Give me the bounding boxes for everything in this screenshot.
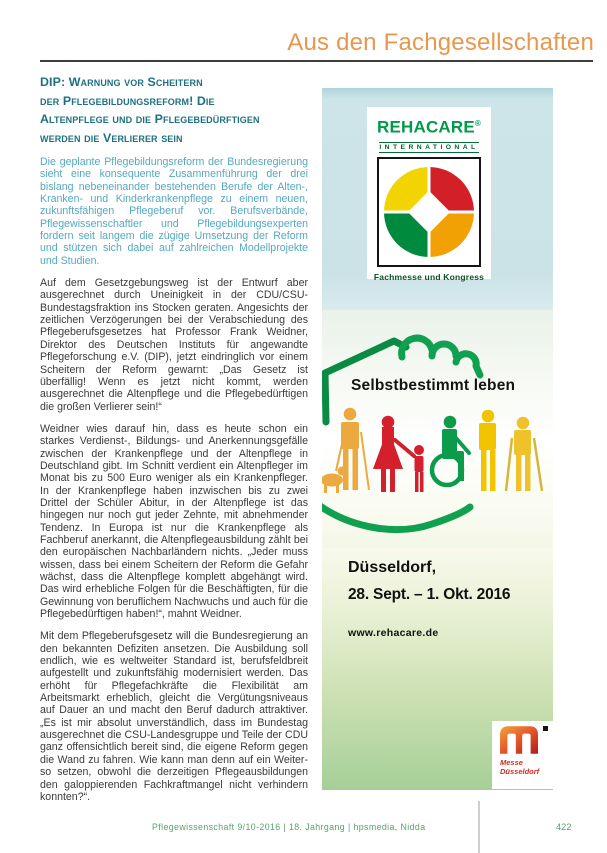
international-label: INTERNATIONAL: [379, 143, 479, 151]
messe-label-line: Messe: [500, 758, 523, 767]
ad-dates: 28. Sept. – 1. Okt. 2016: [348, 586, 511, 603]
messe-label-line: Düsseldorf: [500, 766, 540, 776]
messe-m-glyph: [500, 726, 538, 754]
ad-url: www.rehacare.de: [348, 627, 439, 639]
article-title-line: DIP: Warnung vor Scheitern: [40, 75, 203, 89]
woman-figure: [373, 416, 414, 492]
footer-journal-line: Pflegewissenschaft 9/10-2016 | 18. Jahrgang | hpsmedia, Nidda: [152, 822, 426, 832]
article-title: [40, 73, 308, 147]
guide-dog-figure: [322, 467, 347, 494]
ad-middle-section: [322, 310, 553, 548]
ad-city: Düsseldorf,: [348, 559, 437, 576]
registered-mark: ®: [474, 119, 482, 128]
logo-center-star: [408, 190, 450, 232]
person-figure: [479, 410, 496, 491]
article-paragraph: Weidner wies darauf hin, dass es heute schon ein starkes Verdienst-, Bildungs- und Anerkennungsgefälle zwischen der Krankenpflege und der Altenpflege in Deutschland gibt. Im Schnitt verdient ein Altenpfleger im Monat bis zu 500 Euro weniger als ein Krankenpfleger. In der Krankenpflege haben inzwischen bis zu zwei Drittel der Schüler Abitur, in der Altenpflege ist das hingegen nur noch gut jeder Zehnte, mit abnehmender Tendenz. In Europa ist nur die Krankenpflege als Fachberuf anerkannt, die Altenpflegeausbildung zählt bei den europäischen Nachbarländern nichts. „Jeder muss wissen, dass bei einem Scheitern der Reform die Gefahr wächst, dass die Altenpflege komplett abgehängt wird. Das wird erhebliche Folgen für die Beschäftigten, für die Gewinnung von beruflichem Nachwuchs und auch für die Pflegebedürftigen haben!“, mahnt Weidner.: [40, 422, 308, 621]
page-number: 422: [556, 822, 572, 832]
rehacare-ad: [322, 88, 553, 790]
rehacare-wordmark-text: REHACARE: [376, 117, 475, 137]
logo-tagline: Fachmesse und Kongress: [373, 271, 485, 282]
crutches-figure: [506, 417, 542, 491]
article-title-line: werden die Verlierer sein: [40, 130, 183, 145]
article-paragraph: Auf dem Gesetzgebungsweg ist der Entwurf aber ausgerechnet durch Uneinigkeit in der CDU/CSU-Bundestagsfraktion ins Stocken geraten. Angesichts der zeitlichen Verzögerungen bei der Verabschiedung des Pflegeberufsgesetzes hat Professor Frank Weidner, Direktor des Deutschen Instituts für angewandte Pflegeforschung e.V. (DIP), jetzt eindringlich vor einem Scheitern der Reform gewarnt: „Das Gesetz ist überfällig! Wenn es jetzt nicht kommt, werden ausgerechnet die Altenpflege und die Pflegebedürftigen die großen Verlierer sein!“: [40, 277, 308, 413]
ad-bottom-section: [322, 548, 553, 790]
article-paragraph: Mit dem Pflegeberufsgesetz will die Bundesregierung an den bekannten Defiziten ansetzen. Die Ausbildung soll endlich, wie es weltweiter Standard ist, berufsfeldbreit aufgestellt und zukunftsfähig modernisiert werden. Das erhöht für Pflegefachkräfte die Flexibilität am Arbeitsmarkt erheblich, gleicht die Vergütungsniveaus auf Dauer an und macht den Beruf dadurch attraktiver. „Es ist mir absolut unverständlich, dass im Bundestag ausgerechnet die CSU-Landesgruppe und Teile der CDU ganz offensichtlich bereit sind, die eigene Reform gegen die Wand zu fahren. Wie kann man denn auf ein Weiter-so setzen, obwohl die derzeitigen Pflegeausbildungen den galoppierenden Fachkraftmangel nicht verhindern konnten?“.: [40, 630, 308, 803]
hands-circle-logo: [377, 157, 481, 267]
rehacare-wordmark: [367, 115, 491, 136]
registered-mark: [543, 726, 548, 731]
article-column: [40, 73, 308, 813]
wave-art: [322, 506, 470, 530]
footer-divider: [478, 801, 480, 853]
ad-top-section: [322, 88, 553, 310]
page-title: Aus den Fachgesellschaften: [287, 29, 594, 56]
messe-duesseldorf-logo: [492, 721, 553, 789]
house-people-illustration: [322, 310, 553, 548]
wheelchair-figure: [432, 416, 469, 485]
rehacare-logo: [367, 107, 491, 282]
header-rule: [40, 60, 593, 62]
article-title-line: Altenpflege und die Pflegebedürftigen: [40, 112, 260, 126]
child-figure: [414, 445, 424, 492]
article-title-line: der Pflegebildungsreform! Die: [40, 93, 215, 108]
hands-circle: [384, 167, 474, 257]
ad-claim: Selbstbestimmt leben: [351, 377, 516, 394]
article-lead: Die geplante Pflegebildungsreform der Bundesregierung sieht eine konsequente Zusammenführung der drei bislang nebeneinander bestehenden Berufe der Alten-, Kranken- und Kinderkrankenpflege zu einem neuen, zukunftsfähigen Pflegeberuf vor. Berufsverbände, Pflegewissenschaftler und Pflegebildungsexperten fordern seit langem die zügige Umsetzung der Reform und stützen sich dabei auf zahlreichen Modellprojekte und Studien.: [40, 156, 308, 267]
